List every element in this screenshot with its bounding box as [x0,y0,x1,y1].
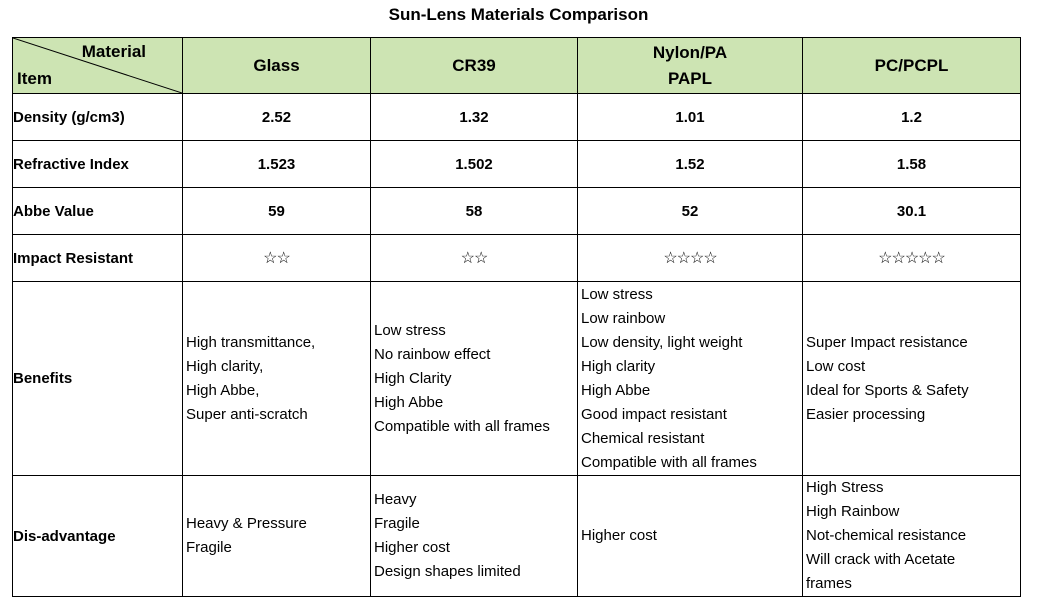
text-line: Chemical resistant [581,429,705,447]
disadvantage-glass [183,476,371,597]
corner-item-label: Item [17,69,52,88]
text-line: Super anti-scratch [186,405,308,423]
row-label: Impact Resistant [13,235,183,282]
text-line: Super Impact resistance [806,333,968,351]
corner-material-label: Material [81,42,146,61]
row-label: Density (g/cm3) [13,94,183,141]
cell-value: 2.52 [183,94,371,141]
row-label: Refractive Index [13,141,183,188]
cell-value: 1.58 [803,141,1021,188]
star-rating: ☆☆ [183,235,371,282]
table-row-benefits [13,282,1021,476]
cell-value: 59 [183,188,371,235]
benefits-nylon [578,282,803,476]
text-line: Low stress [374,321,446,339]
corner-cell [13,38,183,94]
text-line: Fragile [374,515,420,532]
text-line: High Abbe, [186,381,260,399]
text-line: Low stress [581,285,653,303]
text-line: High Abbe [374,393,444,411]
text-line: High Clarity [374,369,452,387]
disadvantage-cr39 [371,476,578,597]
star-rating: ☆☆ [371,235,578,282]
text-line: Easier processing [806,405,926,423]
table-row-refractive [13,141,1021,188]
text-line: High Abbe [581,381,651,399]
column-header-cr39: CR39 [371,38,578,94]
column-header-nylon [578,38,803,94]
row-label: Benefits [13,282,183,476]
cell-value: 1.52 [578,141,803,188]
row-label: Dis-advantage [13,476,183,597]
text-line: Heavy & Pressure [186,515,307,532]
text-line: Will crack with Acetate [806,551,956,568]
page-title: Sun-Lens Materials Comparison [388,5,649,24]
text-line: Good impact resistant [581,405,727,423]
text-line: Low density, light weight [581,333,743,351]
column-header-nylon-line1: Nylon/PA [652,42,728,62]
text-line: High clarity [581,357,656,375]
comparison-table [12,37,1021,597]
text-line: Design shapes limited [374,563,521,580]
disadvantage-nylon [578,476,803,597]
column-header-pc: PC/PCPL [803,38,1021,94]
benefits-pc [803,282,1021,476]
header-row [13,38,1021,94]
cell-value: 58 [371,188,578,235]
column-header-nylon-line2: PAPL [667,68,713,88]
text-line: High transmittance, [186,333,316,351]
star-rating: ☆☆☆☆ [578,235,803,282]
table-row-abbe [13,188,1021,235]
cell-value: 52 [578,188,803,235]
text-line: No rainbow effect [374,345,491,363]
table-row-impact [13,235,1021,282]
table-row-density [13,94,1021,141]
disadvantage-pc [803,476,1021,597]
text-line: Heavy [374,491,417,508]
cell-value: 30.1 [803,188,1021,235]
text-line: Compatible with all frames [374,417,550,435]
benefits-cr39 [371,282,578,476]
row-label: Abbe Value [13,188,183,235]
text-line: Low rainbow [581,309,666,327]
benefits-glass [183,282,371,476]
star-rating: ☆☆☆☆☆ [803,235,1021,282]
text-line: Higher cost [374,539,450,556]
text-line: High clarity, [186,357,264,375]
cell-value: 1.2 [803,94,1021,141]
text-line: Fragile [186,539,232,556]
text-line: High Stress [806,479,884,496]
cell-value: 1.01 [578,94,803,141]
column-header-glass: Glass [183,38,371,94]
text-line: Low cost [806,357,866,375]
cell-value: 1.502 [371,141,578,188]
text-line: Compatible with all frames [581,453,757,471]
cell-value: 1.32 [371,94,578,141]
text-line: High Rainbow [806,503,900,520]
text-line: frames [806,575,852,592]
text-line: Ideal for Sports & Safety [806,381,969,399]
table-row-disadvantage [13,476,1021,597]
text-line: Higher cost [581,527,657,544]
text-line: Not-chemical resistance [806,527,967,544]
cell-value: 1.523 [183,141,371,188]
